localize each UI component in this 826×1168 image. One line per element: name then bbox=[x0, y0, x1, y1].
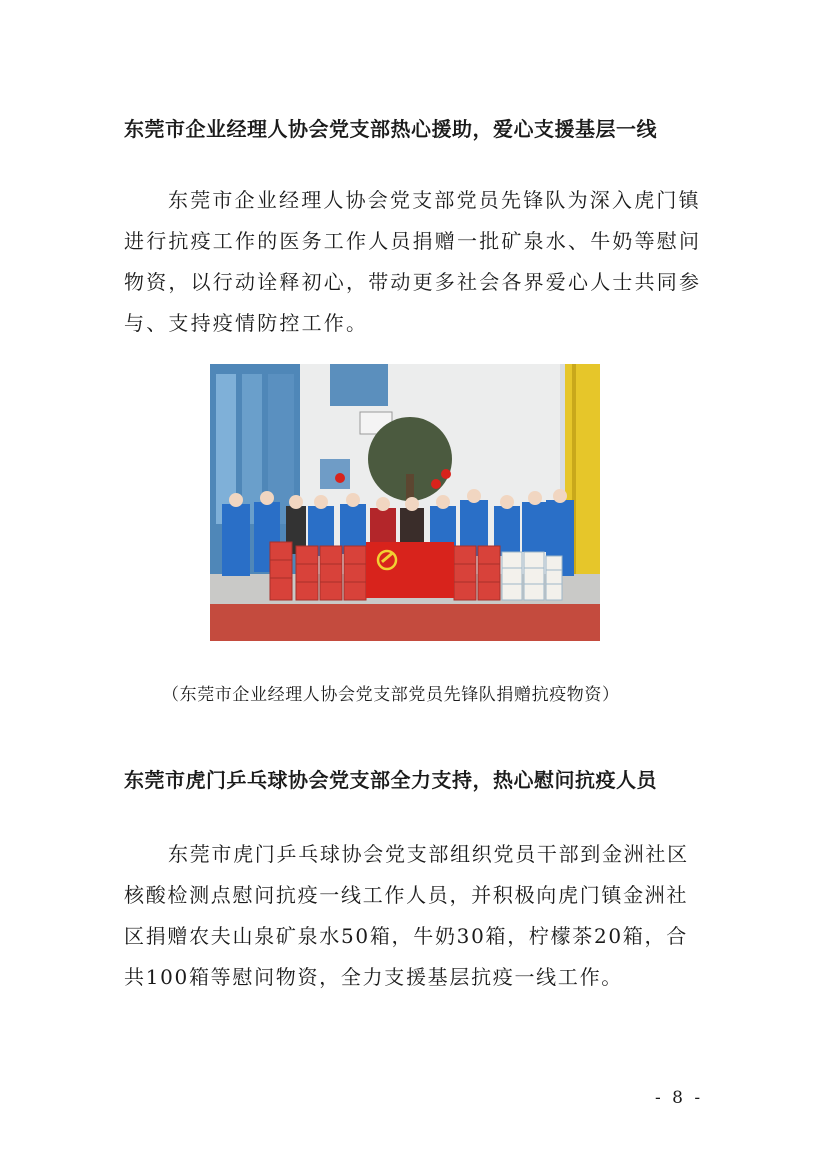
donation-photo bbox=[210, 364, 600, 641]
section2-heading: 东莞市虎门乒乓球协会党支部全力支持，热心慰问抗疫人员 bbox=[124, 768, 657, 792]
section2-paragraph bbox=[124, 834, 704, 998]
photo-caption: （东莞市企业经理人协会党支部党员先锋队捐赠抗疫物资） bbox=[162, 685, 620, 705]
section2-paragraph-text: 东莞市虎门乒乓球协会党支部组织党员干部到金洲社区核酸检测点慰问抗疫一线工作人员，并积极向虎门镇金洲社区捐赠农夫山泉矿泉水50箱，牛奶30箱，柠檬茶20箱，合共100箱等慰问物资，全力支援基层抗疫一线工作。 bbox=[124, 842, 689, 989]
section1-paragraph bbox=[124, 180, 704, 344]
page-number: - 8 - bbox=[655, 1088, 704, 1108]
section1-heading: 东莞市企业经理人协会党支部热心援助，爱心支援基层一线 bbox=[124, 117, 657, 141]
section1-paragraph-text: 东莞市企业经理人协会党支部党员先锋队为深入虎门镇进行抗疫工作的医务工作人员捐赠一批矿泉水、牛奶等慰问物资，以行动诠释初心，带动更多社会各界爱心人士共同参与、支持疫情防控工作。 bbox=[124, 188, 702, 335]
